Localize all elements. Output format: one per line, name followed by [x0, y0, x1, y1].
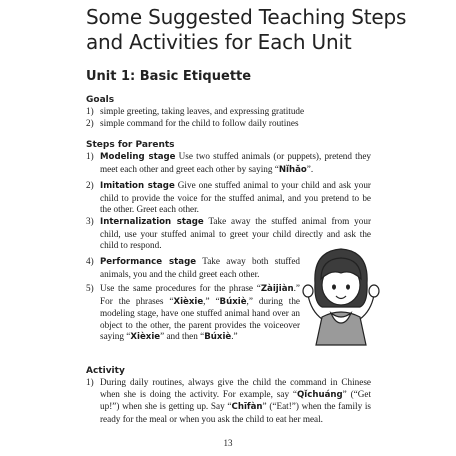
- step-item: [86, 151, 371, 176]
- page-title: Some Suggested Teaching Steps and Activities for Each Unit: [86, 5, 407, 54]
- pinyin-term: Xièxie: [130, 332, 161, 343]
- pinyin-term: Búxiè: [204, 332, 232, 343]
- goal-text: simple command for the child to follow daily routines: [100, 118, 299, 128]
- page-number: 13: [223, 438, 233, 448]
- step-lead: Modeling stage: [100, 152, 176, 162]
- goal-item: [86, 106, 371, 118]
- girl-illustration: [302, 243, 380, 347]
- activity-body: ” (“Get up!”) when she is getting up. Say “: [100, 388, 372, 412]
- step-body: Give one stuffed animal to your child and ask your child to provide the voice for the stuffed animal, and you pretend to be the other. Greet each other.: [100, 180, 371, 215]
- step-body: ,” “: [203, 295, 220, 306]
- step-number: 1): [86, 151, 94, 161]
- step-body: Use two stuffed animals (or puppets), pretend they meet each other and greet each other by saying “: [100, 151, 371, 174]
- step-text: [100, 151, 371, 176]
- activity-number: 1): [86, 377, 94, 387]
- step-body: ”.: [306, 163, 314, 174]
- step-body: .” For the phrases “: [100, 283, 300, 306]
- activity-body: During daily routines, always give the child the command in Chinese when she is doing the activity. For example, say “: [100, 377, 371, 399]
- step-body: Take away both stuffed animals, you and the child greet each other.: [100, 256, 300, 279]
- steps-heading: Steps for Parents: [86, 140, 175, 150]
- step-item: [86, 283, 300, 344]
- activity-body: ” (“Eat!”) when the family is ready for the meal or when you ask the child to eat her meal.: [100, 401, 371, 424]
- step-body: ” and then “: [160, 331, 205, 342]
- goals-heading: Goals: [86, 95, 115, 105]
- unit-heading: Unit 1: Basic Etiquette: [86, 69, 252, 84]
- goal-number: 2): [86, 118, 94, 128]
- pinyin-term: Nǐhǎo: [278, 164, 307, 175]
- goal-text: simple greeting, taking leaves, and expressing gratitude: [100, 106, 305, 116]
- step-text: [100, 256, 300, 280]
- activity-heading: Activity: [86, 366, 125, 376]
- step-number: 4): [86, 256, 94, 266]
- step-body: .”: [231, 331, 238, 342]
- goal-number: 1): [86, 106, 94, 116]
- step-text: [100, 283, 300, 344]
- step-number: 3): [86, 216, 94, 226]
- step-text: [100, 180, 371, 216]
- step-body: Use the same procedures for the phrase “: [100, 283, 261, 293]
- pinyin-term: Qǐchuáng: [297, 389, 343, 400]
- pinyin-term: Búxiè: [219, 296, 247, 307]
- step-number: 5): [86, 283, 94, 293]
- step-lead: Internalization stage: [100, 217, 204, 227]
- pinyin-term: Xièxie: [173, 296, 204, 307]
- step-body: Take away the stuffed animal from your child, use your stuffed animal to greet your child directly and ask the child to respond.: [100, 216, 372, 251]
- activity-item: [86, 377, 371, 425]
- goal-item: [86, 118, 371, 130]
- pinyin-term: Chīfàn: [231, 402, 263, 413]
- step-item: [86, 180, 371, 216]
- step-lead: Imitation stage: [100, 181, 175, 191]
- activity-text: [100, 377, 371, 425]
- step-number: 2): [86, 180, 94, 190]
- step-body: ,” during the modeling stage, have one stuffed animal hand over an object to the other, the parent provides the voiceover saying “: [100, 295, 301, 342]
- pinyin-term: Zàijiàn: [260, 284, 294, 294]
- step-lead: Performance stage: [100, 257, 197, 267]
- step-item: [86, 256, 300, 280]
